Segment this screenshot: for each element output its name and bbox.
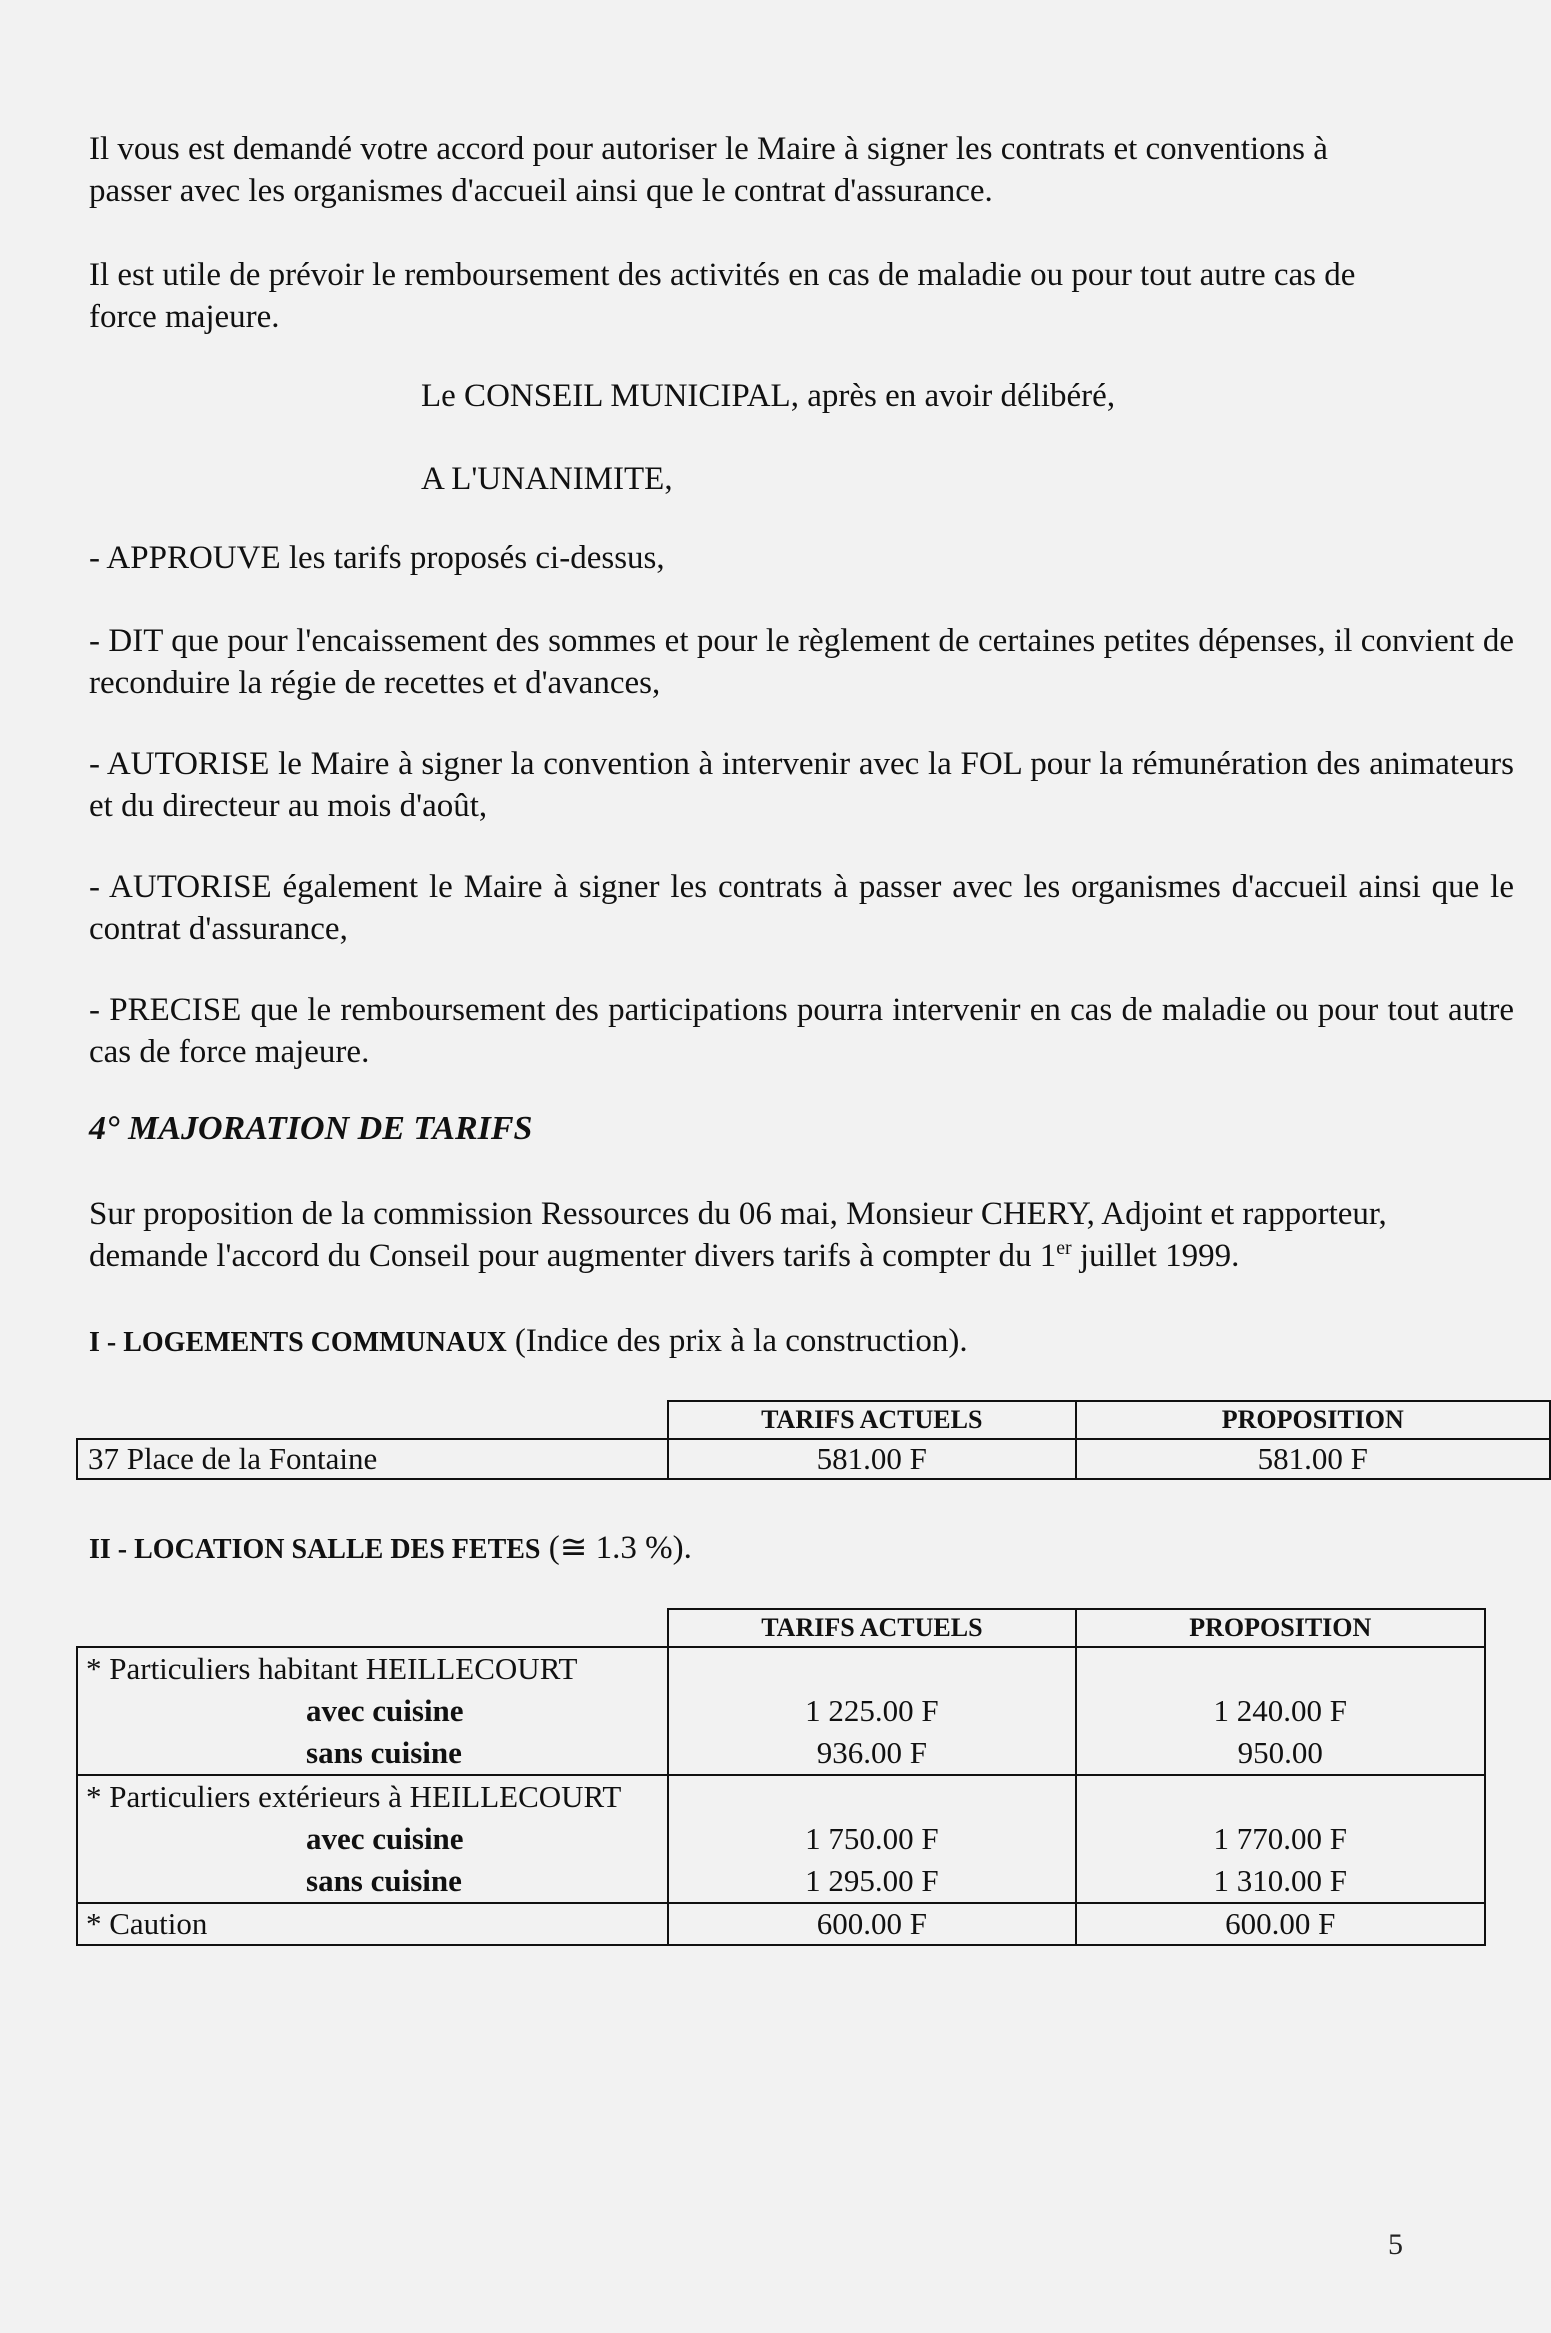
intro-paragraph-1: Il vous est demandé votre accord pour autoriser le Maire à signer les contrats et conventions à passer avec les organismes d'accueil ainsi que le contrat d'assurance.: [89, 131, 1328, 209]
proposition-sans: 1 310.00 F: [1213, 1863, 1348, 1898]
section-heading: 4° MAJORATION DE TARIFS: [89, 1110, 533, 1147]
proposition-sans: 950.00: [1237, 1735, 1323, 1770]
header-proposition: PROPOSITION: [1076, 1401, 1550, 1439]
caution-proposition: 600.00 F: [1076, 1903, 1485, 1945]
group-label-cell: [77, 1647, 668, 1775]
intro-paragraph-2: Il est utile de prévoir le remboursement des activités en cas de maladie ou pour tout autre cas de force majeure.: [89, 257, 1356, 335]
actuel-avec: 1 225.00 F: [805, 1693, 939, 1728]
header-blank: [77, 1609, 668, 1647]
decision-dit: - DIT que pour l'encaissement des sommes et pour le règlement de certaines petites dépenses, il convient de reconduire la régie de recettes et d'avances,: [89, 623, 1514, 701]
row-actuel: 581.00 F: [668, 1439, 1075, 1479]
section-intro-text: Sur proposition de la commission Ressources du 06 mai, Monsieur CHERY, Adjoint et rapporteur, demande l'accord du Conseil pour augmenter divers tarifs à compter du 1: [89, 1196, 1387, 1274]
group-label: * Particuliers habitant HEILLECOURT: [86, 1651, 578, 1686]
decision-autorise-fol: - AUTORISE le Maire à signer la convention à intervenir avec la FOL pour la rémunération des animateurs et du directeur au mois d'août,: [89, 746, 1514, 824]
table-group-habitant: [77, 1647, 1485, 1775]
caution-label: * Caution: [77, 1903, 668, 1945]
table1-title-bold: I - LOGEMENTS COMMUNAUX: [89, 1327, 507, 1358]
table2-title: [89, 1527, 692, 1571]
proposition-avec: 1 240.00 F: [1213, 1693, 1348, 1728]
sub-label-avec: avec cuisine: [306, 1693, 464, 1728]
deliberation-line-1: Le CONSEIL MUNICIPAL, après en avoir délibéré,: [421, 378, 1116, 414]
decision-approuve: - APPROUVE les tarifs proposés ci-dessus,: [89, 540, 665, 576]
group-label-cell: [77, 1775, 668, 1903]
table1-title-rest: (Indice des prix à la construction).: [506, 1323, 968, 1359]
decision-precise: - PRECISE que le remboursement des participations pourra intervenir en cas de maladie ou pour tout autre cas de force majeure.: [89, 992, 1514, 1070]
sub-label-sans: sans cuisine: [306, 1735, 462, 1770]
header-blank: [77, 1401, 668, 1439]
header-proposition: PROPOSITION: [1076, 1609, 1485, 1647]
group-label: * Particuliers extérieurs à HEILLECOURT: [86, 1779, 622, 1814]
table-row: [77, 1439, 1550, 1479]
section-intro-sup: er: [1056, 1237, 1072, 1259]
row-proposition: 581.00 F: [1076, 1439, 1550, 1479]
table2-title-rest: (≅ 1.3 %).: [540, 1530, 692, 1566]
section-intro: [89, 1193, 1489, 1277]
table-logements: [76, 1400, 1551, 1480]
page-number: 5: [1388, 2228, 1403, 2261]
table1-title: [89, 1320, 968, 1364]
decision-autorise-contrats: - AUTORISE également le Maire à signer les contrats à passer avec les organismes d'accueil ainsi que le contrat d'assurance,: [89, 869, 1514, 947]
section-intro-end: juillet 1999.: [1071, 1238, 1240, 1274]
row-label: 37 Place de la Fontaine: [77, 1439, 668, 1479]
sub-label-avec: avec cuisine: [306, 1821, 464, 1856]
proposition-cell: [1076, 1647, 1485, 1775]
table-header-row: [77, 1609, 1485, 1647]
table-group-exterieurs: [77, 1775, 1485, 1903]
header-tarifs-actuels: TARIFS ACTUELS: [668, 1401, 1075, 1439]
table-header-row: [77, 1401, 1550, 1439]
deliberation-line-2: A L'UNANIMITE,: [421, 461, 673, 497]
actuel-avec: 1 750.00 F: [805, 1821, 939, 1856]
sub-label-sans: sans cuisine: [306, 1863, 462, 1898]
caution-actuel: 600.00 F: [668, 1903, 1075, 1945]
proposition-cell: [1076, 1775, 1485, 1903]
table-row-caution: [77, 1903, 1485, 1945]
header-tarifs-actuels: TARIFS ACTUELS: [668, 1609, 1075, 1647]
actuel-sans: 936.00 F: [816, 1735, 928, 1770]
table-salle-des-fetes: [76, 1608, 1486, 1946]
actuel-cell: [668, 1775, 1075, 1903]
actuel-cell: [668, 1647, 1075, 1775]
proposition-avec: 1 770.00 F: [1213, 1821, 1348, 1856]
actuel-sans: 1 295.00 F: [805, 1863, 939, 1898]
table2-title-bold: II - LOCATION SALLE DES FETES: [89, 1534, 541, 1565]
